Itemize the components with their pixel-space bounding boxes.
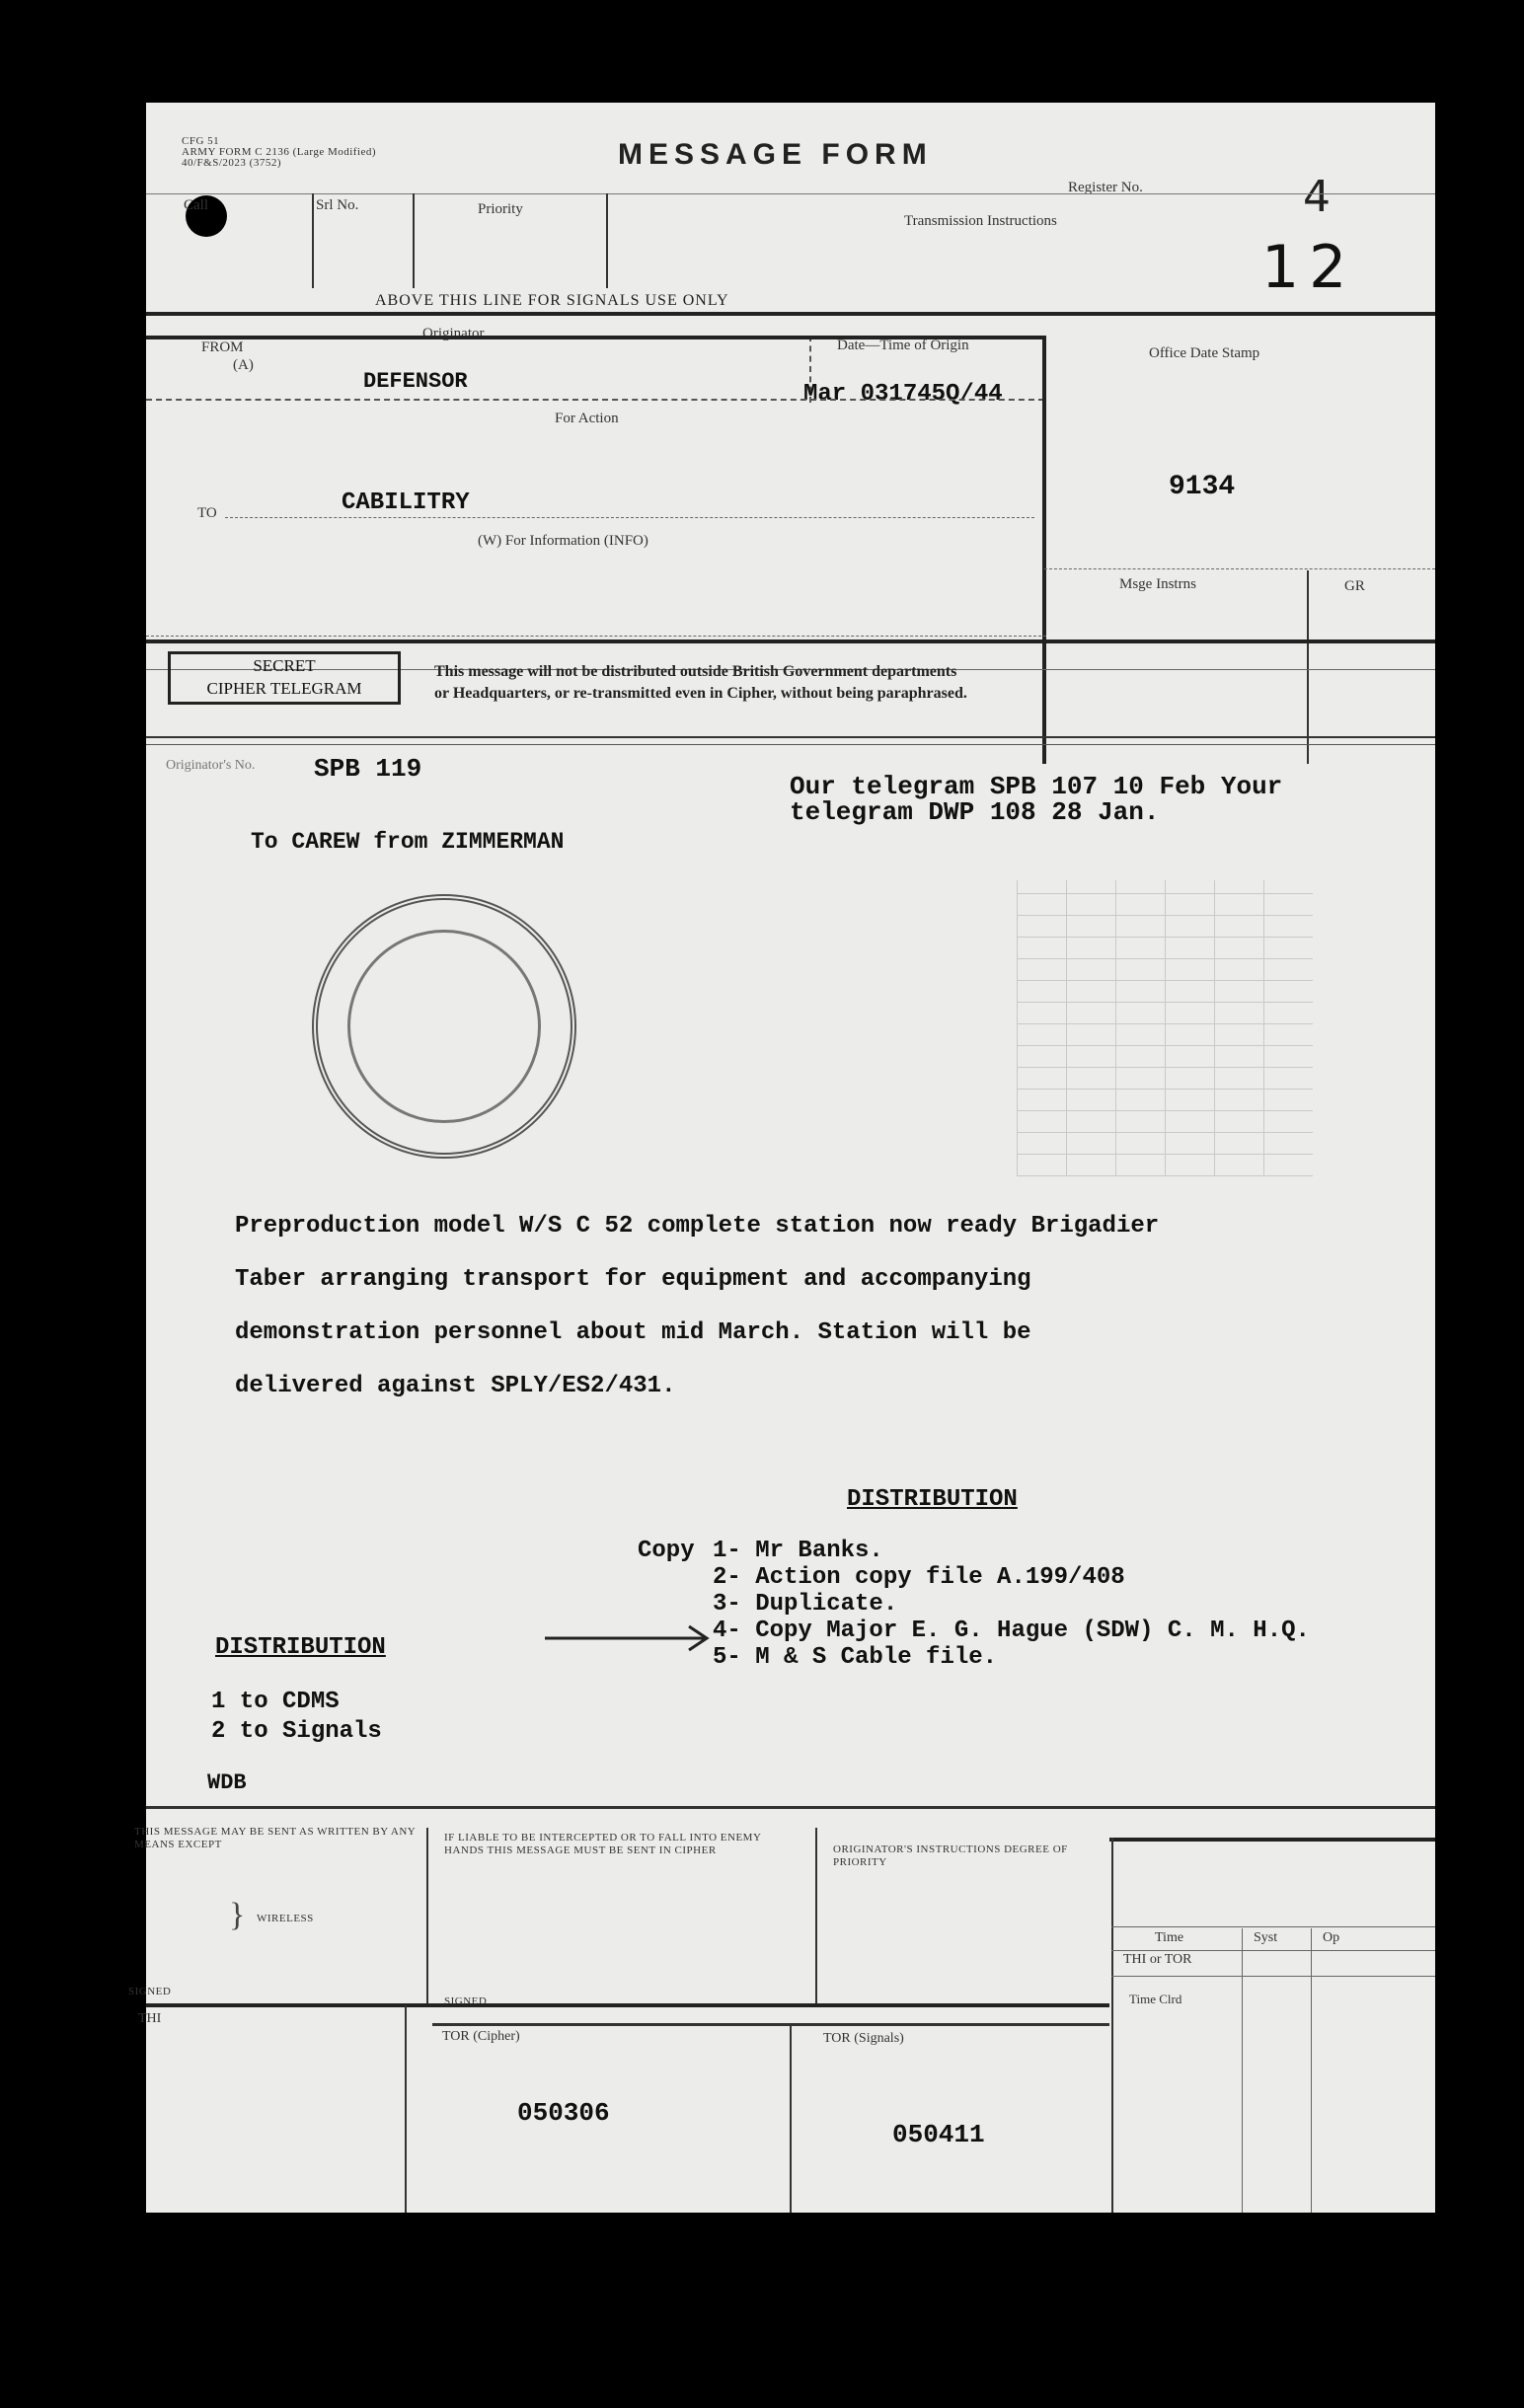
col-transmission: Transmission Instructions: [904, 213, 1057, 229]
form-title: MESSAGE FORM: [618, 138, 933, 171]
may-be-sent-note: THIS MESSAGE MAY BE SENT AS WRITTEN BY ANY MEANS EXCEPT: [134, 1826, 416, 1850]
originator-label: Originator: [422, 326, 485, 341]
received-date-stamp: [312, 894, 576, 1159]
distribution-item-2: 2- Action copy file A.199/408: [713, 1564, 1125, 1591]
office-stamp-label: Office Date Stamp: [1149, 345, 1260, 361]
message-line-2: Taber arranging transport for equipment and accompanying: [235, 1266, 1031, 1293]
to-value: CABILITRY: [342, 489, 470, 516]
distribution-right-list: [713, 1538, 1310, 1671]
warning-line-2: or Headquarters, or re-transmitted even in Cipher, without being paraphrased.: [434, 685, 967, 702]
col-priority: Priority: [478, 201, 523, 217]
register-handwritten-1: 4: [1303, 172, 1331, 222]
copy-label: Copy: [638, 1538, 695, 1564]
cipher-telegram-line: CIPHER TELEGRAM: [206, 679, 362, 698]
for-action-label: For Action: [555, 411, 619, 426]
tor-cipher-label: TOR (Cipher): [442, 2029, 520, 2044]
col-call: Call: [184, 197, 208, 213]
info-label: (W) For Information (INFO): [478, 533, 648, 549]
cipher-liable-note: IF LIABLE TO BE INTERCEPTED OR TO FALL INTO ENEMY HANDS THIS MESSAGE MUST BE SENT IN CIPHER: [444, 1832, 761, 1856]
distribution-item-3: 3- Duplicate.: [713, 1591, 898, 1618]
originator-value: DEFENSOR: [363, 369, 468, 394]
form-codes: [182, 136, 376, 169]
dto-label: Date—Time of Origin: [837, 338, 969, 353]
distribution-heading-left: DISTRIBUTION: [215, 1634, 386, 1661]
reference-line-1: Our telegram SPB 107 10 Feb Your: [790, 772, 1283, 801]
to-label: TO: [197, 505, 217, 521]
from-sub: (A): [233, 357, 254, 373]
message-text: [235, 1200, 1159, 1413]
bleed-through-grid: [1017, 880, 1313, 1176]
distribution-item-4: 4- Copy Major E. G. Hague (SDW) C. M. H.Q.: [713, 1618, 1310, 1644]
originator-no-label: Originator's No.: [166, 758, 256, 773]
distribution-item-5: 5- M & S Cable file.: [713, 1644, 998, 1671]
tor-cipher-value: 050306: [517, 2098, 610, 2128]
form-code-1: CFG 51: [182, 135, 220, 147]
msge-instrns: Msge Instrns: [1119, 576, 1196, 592]
col-srl: Srl No.: [316, 197, 359, 213]
tor-signals-label: TOR (Signals): [823, 2031, 904, 2046]
warning-line-1: This message will not be distributed outside British Government departments: [434, 663, 957, 680]
message-line-4: delivered against SPLY/ES2/431.: [235, 1373, 676, 1399]
syst-label: Syst: [1254, 1930, 1278, 1945]
distribution-left-list: [211, 1688, 382, 1747]
thi-label: THI: [138, 2011, 162, 2026]
message-line-3: demonstration personnel about mid March. Station will be: [235, 1319, 1031, 1346]
brace-icon: }: [229, 1897, 246, 1933]
secret-line: SECRET: [253, 656, 316, 675]
arrow-icon: [543, 1624, 713, 1654]
distribution-left-item-1: 1 to CDMS: [211, 1689, 340, 1715]
signed-mid: SIGNED: [444, 1995, 488, 2007]
thi-tor-label: THI or TOR: [1123, 1952, 1192, 1967]
signals-use-line: ABOVE THIS LINE FOR SIGNALS USE ONLY: [375, 292, 729, 309]
secret-warning: [434, 661, 967, 705]
distribution-item-1: 1- Mr Banks.: [713, 1538, 883, 1564]
message-line-1: Preproduction model W/S C 52 complete station now ready Brigadier: [235, 1213, 1160, 1240]
secret-cipher-box: [168, 651, 401, 705]
initials: WDB: [207, 1770, 247, 1795]
originator-no: SPB 119: [314, 754, 422, 784]
signed-left: SIGNED: [128, 1986, 172, 1997]
tor-signals-value: 050411: [892, 2120, 985, 2149]
form-code-3: 40/F&S/2023 (3752): [182, 157, 281, 169]
reference: [790, 774, 1282, 825]
distribution-heading-right: DISTRIBUTION: [847, 1486, 1018, 1513]
register-handwritten-2: 12: [1261, 233, 1357, 302]
gr-label: GR: [1344, 578, 1365, 594]
register-label: Register No.: [1068, 180, 1143, 195]
wireless-label: WIRELESS: [257, 1913, 314, 1924]
addressee: To CAREW from ZIMMERMAN: [251, 829, 565, 855]
op-label: Op: [1323, 1930, 1340, 1945]
from-label: FROM: [201, 339, 244, 355]
message-form-paper: [128, 103, 1435, 2213]
reference-line-2: telegram DWP 108 28 Jan.: [790, 797, 1160, 827]
form-code-2: ARMY FORM C 2136 (Large Modified): [182, 146, 377, 158]
dto-value: Mar 031745Q/44: [803, 381, 1003, 408]
time-label: Time: [1155, 1930, 1184, 1945]
time-cleared-label: Time Clrd: [1129, 1992, 1182, 2006]
office-stamp-value: 9134: [1169, 472, 1236, 502]
originator-instructions: ORIGINATOR'S INSTRUCTIONS DEGREE OF PRIORITY: [833, 1844, 1068, 1868]
distribution-left-item-2: 2 to Signals: [211, 1718, 382, 1745]
